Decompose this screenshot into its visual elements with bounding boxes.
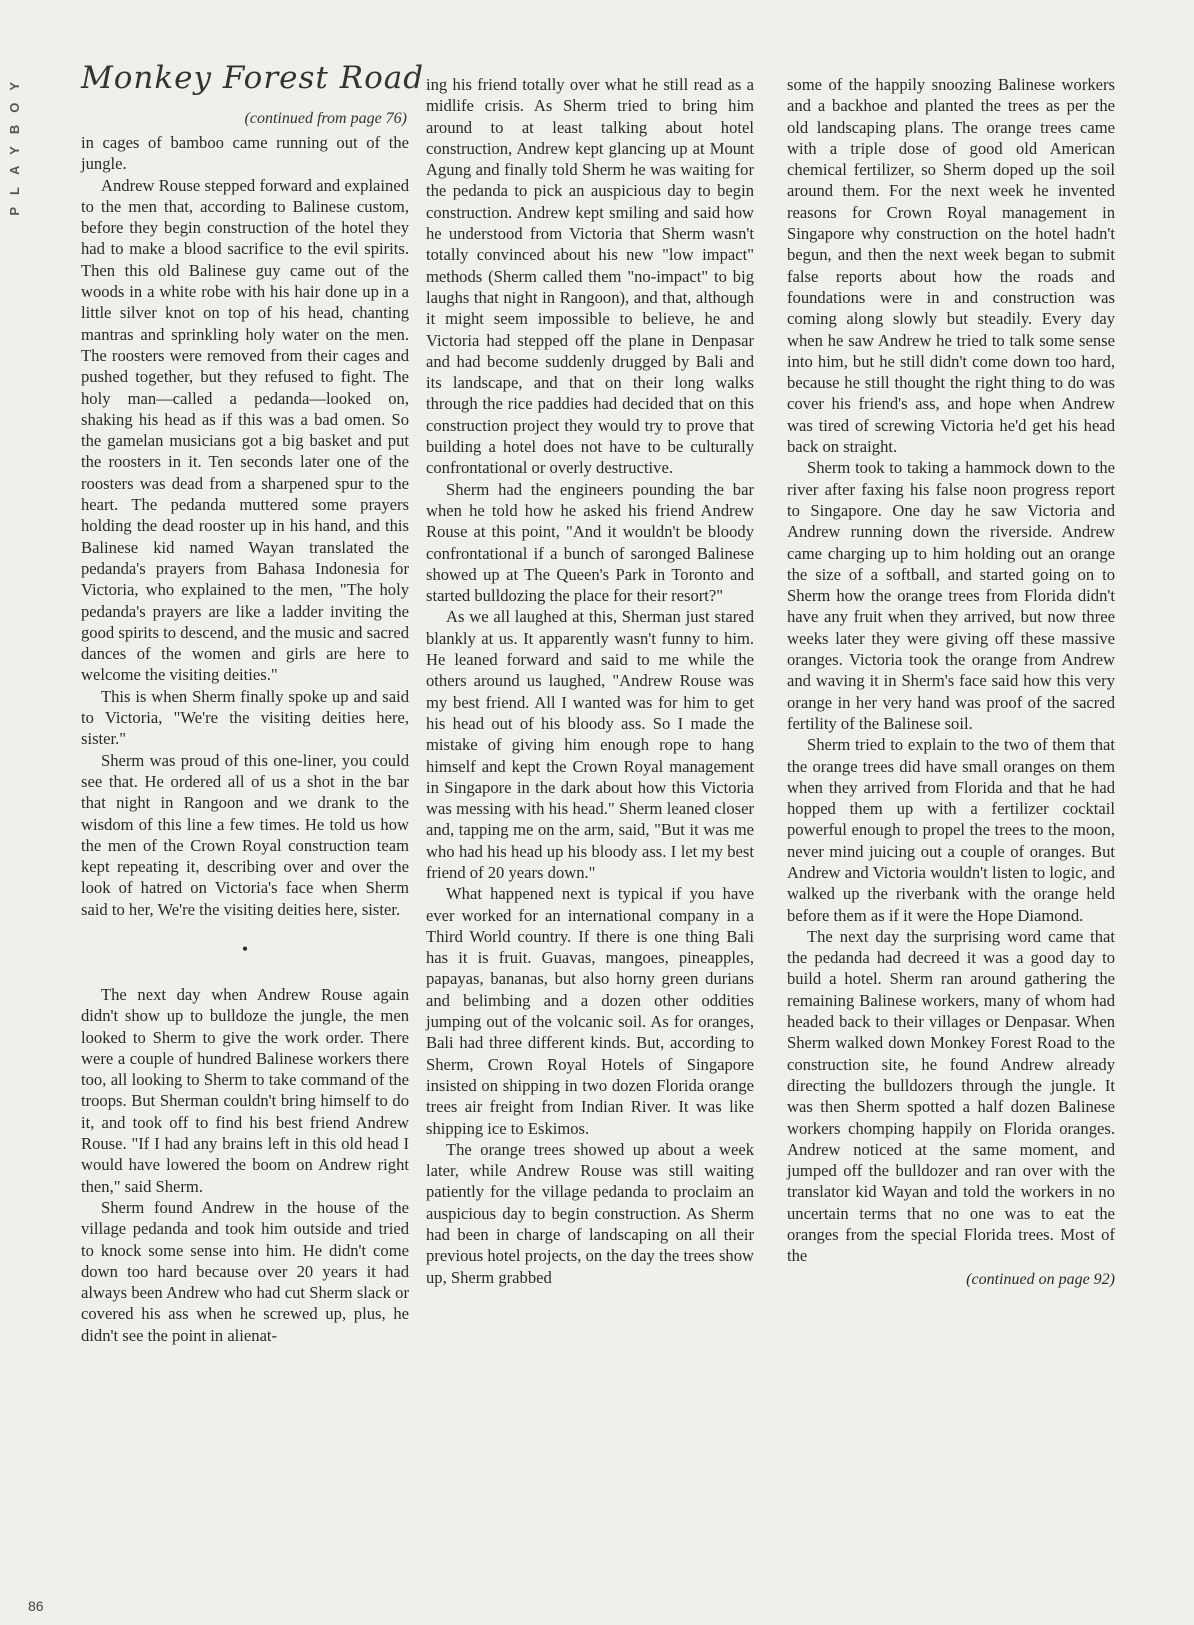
column-3 (787, 74, 1115, 1290)
article-title: Monkey Forest Road (81, 60, 425, 96)
paragraph: This is when Sherm finally spoke up and said to Victoria, "We're the visiting deities here, sister." (81, 686, 409, 749)
paragraph: Sherm took to taking a hammock down to the river after faxing his false noon progress report to Singapore. One day he saw Victoria and Andrew running down the riverside. Andrew came charging up to him holding out an orange the size of a softball, and started going on to Sherm how the orange trees from Florida didn't have any fruit when they arrived, but now three weeks later they were giving off these massive oranges. Victoria took the orange from Andrew and waving it in Sherm's face said how this very orange in her very hand was proof of the sacred fertility of the Balinese soil. (787, 458, 1115, 733)
paragraph: The next day when Andrew Rouse again didn't show up to bulldoze the jungle, the men looked to Sherm to give the work order. There were a couple of hundred Balinese workers there too, all looking to Sherm to take command of the troops. But Sherman couldn't bring himself to do it, and took off to find his best friend Andrew Rouse. "If I had any brains left in this old head I would have lowered the boom on Andrew right then," said Sherm. (81, 984, 409, 1196)
paragraph: As we all laughed at this, Sherman just stared blankly at us. It apparently wasn't funny to him. He leaned forward and said to me while the others around us laughed, "Andrew Rouse was my best friend. All I wanted was for him to get his head out of his bloody ass. So I made the mistake of giving him enough rope to hang himself and kept the Crown Royal management in Singapore in the dark about how this Victoria was messing with his head." Sherm leaned closer and, tapping me on the arm, said, "But it was me who had his head up his bloody ass. I let my best friend of 20 years down." (426, 607, 754, 882)
continued-on-note: (continued on page 92) (966, 1270, 1115, 1288)
magazine-folio: PLAYBOY (7, 70, 22, 216)
paragraph: Sherm had the engineers pounding the bar when he told how he asked his friend Andrew Rouse at this point, "And it wouldn't be bloody confrontational if a bunch of saronged Balinese showed up at The Queen's Park in Toronto and started bulldozing the place for their resort?" (426, 479, 754, 606)
continued-from-note: (continued from page 76) (244, 110, 407, 127)
paragraph: ing his friend totally over what he still read as a midlife crisis. As Sherm tried to bring him around to at least talking about hotel construction, Andrew kept glancing up at Mount Agung and finally told Sherm he was waiting for the pedanda to pick an auspicious day to begin construction. Andrew kept smiling and said how he understood from Victoria that Sherm wasn't totally convinced about his new "low impact" methods (Sherm called them "no-impact" to big laughs that night in Rangoon), and that, although it might seem impossible to believe, he and Victoria had stepped off the plane in Denpasar and had become suddenly drugged by Bali and its landscape, and that on their long walks through the rice paddies had decided that on this construction project they would try to prove that building a hotel does not have to be culturally confrontational or overly destructive. (426, 75, 754, 478)
article-header (81, 60, 425, 132)
column-1 (81, 60, 425, 1346)
column-2 (426, 74, 754, 1288)
paragraph: Sherm tried to explain to the two of them that the orange trees did have small oranges on them when they arrived from Florida and that he had hopped them up with a fertilizer cocktail powerful enough to propel the trees to the moon, never mind juicing out a couple of oranges. But Andrew and Victoria wouldn't listen to logic, and walked up the riverbank with the orange held before them as if it were the Hope Diamond. (787, 735, 1115, 925)
paragraph: Sherm found Andrew in the house of the village pedanda and took him outside and tried to knock some sense into him. He didn't come down too hard because over 20 years it had always been Andrew who had cut Sherm slack or covered his ass when he screwed up, plus, he didn't see the point in alienat- (81, 1197, 409, 1345)
paragraph: Sherm was proud of this one-liner, you could see that. He ordered all of us a shot in the bar that night in Rangoon and we drank to the wisdom of this line a few times. He told us how the men of the Crown Royal construction team kept repeating it, describing over and over the look of hatred on Victoria's face when Sherm said to her, We're the visiting deities here, sister. (81, 750, 409, 919)
paragraph: The next day the surprising word came that the pedanda had decreed it was a good day to build a hotel. Sherm ran around gathering the remaining Balinese workers, many of whom had headed back to their villages or Denpasar. When Sherm walked down Monkey Forest Road to the construction site, he found Andrew already directing the bulldozers through the jungle. It was then Sherm spotted a half dozen Balinese workers chomping happily on Florida oranges. Andrew noticed at the same moment, and jumped off the bulldozer and ran over with the translator kid Wayan and told the workers in no uncertain terms that no one was to eat the oranges from the special Florida trees. Most of the (787, 926, 1115, 1266)
page-number: 86 (28, 1598, 44, 1614)
section-separator: • (241, 938, 249, 959)
paragraph: in cages of bamboo came running out of the jungle. (81, 133, 409, 174)
paragraph: What happened next is typical if you have ever worked for an international company in a Third World country. If there is one thing Bali has it is fruit. Guavas, mangoes, pineapples, papayas, bananas, but also horny green durians and belimbing and a dozen other oddities jumping out of the volcanic soil. As for oranges, Bali had three different kinds. But, according to Sherm, Crown Royal Hotels of Singapore insisted on shipping in two dozen Florida orange trees air freight from Indian River. It was like shipping ice to Eskimos. (426, 884, 754, 1138)
paragraph: The orange trees showed up about a week later, while Andrew Rouse was still waiting patiently for the village pedanda to proclaim an auspicious day to begin construction. As Sherm had been in charge of landscaping on all their previous hotel projects, on the day the trees show up, Sherm grabbed (426, 1139, 754, 1287)
paragraph: Andrew Rouse stepped forward and explained to the men that, according to Balinese custom, before they begin construction of the hotel they had to make a blood sacrifice to the evil spirits. Then this old Balinese guy came out of the woods in a white robe with his hair done up in a little silver knot on top of his head, chanting mantras and sprinkling holy water on the men. The roosters were removed from their cages and pushed together, but they refused to fight. The holy man—called a pedanda—looked on, shaking his head as if this was a bad omen. So the gamelan musicians got a big basket and put the roosters in it. Ten seconds later one of the roosters was dead from a sharpened spur to the heart. The pedanda muttered some prayers holding the dead rooster up in his hand, and this Balinese kid named Wayan translated the pedanda's prayers from Bahasa Indonesia for Victoria, who explained to the men, "The holy pedanda's prayers are like a ladder inviting the good spirits to descend, and the music and sacred dances of the women and girls are here to welcome the visiting deities." (81, 175, 409, 685)
paragraph: some of the happily snoozing Balinese workers and a backhoe and planted the trees as per the old landscaping plans. The orange trees came with a triple dose of good old American chemical fertilizer, so Sherm doped up the soil around them. For the next week he invented reasons for Crown Royal management in Singapore why construction on the hotel hadn't begun, and then the next week began to submit false reports about how the roads and foundations were in and construction was coming along slowly but steadily. Every day when he saw Andrew he tried to talk some sense into him, but he still didn't come down too hard, because he still thought the right thing to do was cover his friend's ass, and hope when Andrew was tired of screwing Victoria he'd get his head back on straight. (787, 75, 1115, 457)
